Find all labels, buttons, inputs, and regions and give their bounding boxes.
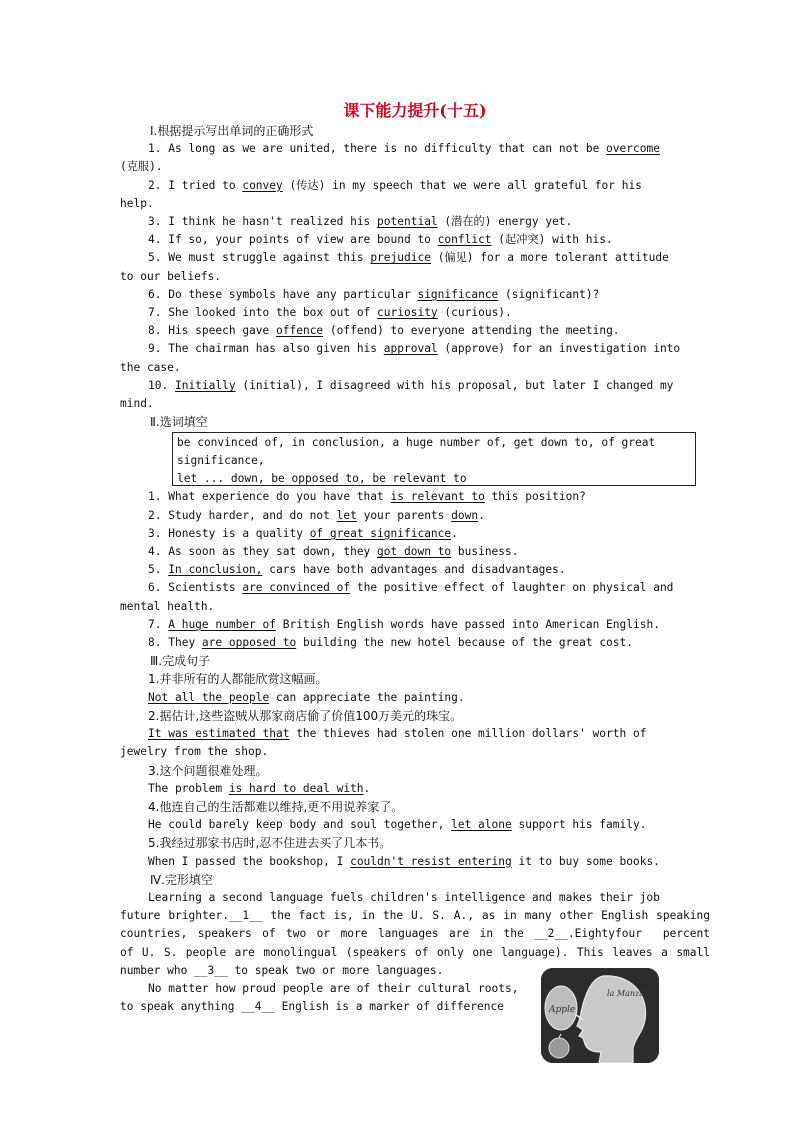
chinese-prompt: 4.他连自己的生活都难以维持,更不用说养家了。 <box>148 799 404 814</box>
exercise-item <box>120 507 710 525</box>
item-text: Honesty is a quality <box>168 526 310 540</box>
answer-text: In conclusion, <box>168 563 263 577</box>
item-text: it to buy some books. <box>511 854 660 868</box>
item-number: 4. <box>148 545 162 559</box>
item-continuation: the case. <box>120 360 181 374</box>
item-number: 5. <box>148 563 162 577</box>
exercise-item <box>120 249 710 267</box>
item-continuation: (克服). <box>120 160 163 174</box>
item-number: 7. <box>148 617 162 631</box>
answer-text: is hard to deal with <box>228 781 364 795</box>
item-text: (传达) in my speech that we were all grateful for his <box>289 178 642 192</box>
chinese-prompt: 1.并非所有的人都能欣赏这幅画。 <box>148 672 328 687</box>
answer-text: overcome <box>606 142 660 156</box>
cloze-line: to speak anything __4__ English is a marker of difference <box>120 1000 504 1014</box>
item-number: 9. <box>148 342 162 356</box>
section-1-heading: Ⅰ.根据提示写出单词的正确形式 <box>150 124 314 138</box>
item-text: the thieves had stolen one million dollars' worth of <box>289 727 647 741</box>
exercise-item <box>120 340 710 358</box>
item-text: Do these symbols have any particular <box>168 287 418 301</box>
answer-text: curiosity <box>377 306 438 320</box>
item-number: 6. <box>148 581 162 595</box>
answer-text: A huge number of <box>168 617 277 631</box>
translation-answer <box>120 853 710 871</box>
exercise-item <box>120 286 710 304</box>
item-text: (起冲突) with his. <box>498 233 613 247</box>
apple-label: Apple <box>549 1005 576 1015</box>
exercise-item <box>120 634 710 652</box>
answer-text: let alone <box>451 818 512 832</box>
item-text: the positive effect of laughter on physical and <box>350 581 674 595</box>
item-number: 2. <box>148 178 162 192</box>
translation-answer <box>120 780 710 798</box>
item-text: I tried to <box>168 178 243 192</box>
item-continuation: jewelry from the shop. <box>120 745 269 759</box>
answer-text: of great significance <box>309 526 452 540</box>
item-text: (curious). <box>444 306 512 320</box>
item-continuation: mental health. <box>120 599 215 613</box>
item-number: 1. <box>148 142 162 156</box>
translation-answer <box>120 725 710 743</box>
cloze-line: No matter how proud people are of their cultural roots, <box>148 981 519 995</box>
answer-text: let <box>336 508 357 522</box>
item-text: building the new hotel because of the great cost. <box>296 636 633 650</box>
answer-text: couldn't resist entering <box>350 854 512 868</box>
item-text: His speech gave <box>168 324 277 338</box>
item-text: She looked into the box out of <box>168 306 378 320</box>
word-bank-line: let ... down, be opposed to, be relevant to <box>177 472 467 486</box>
answer-text: significance <box>417 287 499 301</box>
item-text: They <box>168 636 202 650</box>
head-silhouette-icon <box>541 968 659 1063</box>
item-text: (潜在的) energy yet. <box>444 215 573 229</box>
item-number: 3. <box>148 215 162 229</box>
language-head-illustration <box>541 968 659 1063</box>
answer-text: is relevant to <box>390 490 485 504</box>
answer-text: down <box>451 508 479 522</box>
exercise-item <box>120 543 710 561</box>
answer-text: potential <box>377 215 438 229</box>
item-text: this position? <box>484 490 586 504</box>
item-text: (offend) to everyone attending the meeting. <box>329 324 620 338</box>
section-2-heading: Ⅱ.选词填空 <box>150 415 208 430</box>
cloze-line: future brighter.__1__ the fact is, in the U. S. A., as in many other English speaking <box>120 909 710 923</box>
item-text: As soon as they sat down, they <box>168 545 378 559</box>
section-1-items <box>120 140 710 413</box>
item-text: . <box>478 508 485 522</box>
section-2-items <box>120 488 710 652</box>
cloze-line: countries, speakers of two or more languages are in the __2__.Eightyfour percent <box>120 927 710 941</box>
item-text: I think he hasn't realized his <box>168 215 378 229</box>
answer-text: offence <box>276 324 324 338</box>
item-number: 10. <box>148 378 169 392</box>
exercise-item <box>120 213 710 231</box>
word-bank-line: be convinced of, in conclusion, a huge number of, get down to, of great <box>177 436 656 450</box>
answer-text: approval <box>383 342 438 356</box>
cloze-line: Learning a second language fuels children's intelligence and makes their job <box>148 890 660 904</box>
word-bank-box <box>172 432 696 486</box>
item-text: If so, your points of view are bound to <box>168 233 438 247</box>
item-text: The problem <box>148 781 229 795</box>
item-number: 8. <box>148 636 162 650</box>
item-text: your parents <box>356 508 452 522</box>
exercise-item <box>120 377 710 395</box>
translation-answer <box>120 816 710 834</box>
item-text: (initial), I disagreed with his proposal, but later I changed my <box>242 378 674 392</box>
exercise-item <box>120 579 710 597</box>
chinese-prompt: 5.我经过那家书店时,忍不住进去买了几本书。 <box>148 836 392 851</box>
manzana-label: la Manzana <box>607 989 654 998</box>
answer-text: It was estimated that <box>148 727 290 741</box>
item-text: (significant)? <box>505 287 600 301</box>
exercise-item <box>120 322 710 340</box>
section-3-items <box>120 670 710 870</box>
exercise-item <box>120 177 710 195</box>
item-number: 6. <box>148 287 162 301</box>
exercise-item <box>120 231 710 249</box>
answer-text: prejudice <box>370 251 431 265</box>
item-text: cars have both advantages and disadvantages. <box>262 563 566 577</box>
item-text: . <box>451 526 458 540</box>
item-text: Scientists <box>168 581 243 595</box>
section-4-heading: Ⅳ.完形填空 <box>150 872 213 887</box>
answer-text: are convinced of <box>242 581 351 595</box>
exercise-item <box>120 616 710 634</box>
word-bank-line: significance, <box>177 454 265 468</box>
item-number: 4. <box>148 233 162 247</box>
exercise-item <box>120 488 710 506</box>
answer-text: are opposed to <box>201 636 297 650</box>
item-text: When I passed the bookshop, I <box>148 854 351 868</box>
exercise-item <box>120 140 710 158</box>
section-3-heading: Ⅲ.完成句子 <box>150 654 211 669</box>
item-text: (approve) for an investigation into <box>444 342 681 356</box>
translation-answer <box>120 689 710 707</box>
exercise-item <box>120 525 710 543</box>
item-text: (偏见) for a more tolerant attitude <box>437 251 669 265</box>
item-text: He could barely keep body and soul together, <box>148 818 452 832</box>
item-text: The chairman has also given his <box>168 342 384 356</box>
answer-text: got down to <box>377 545 452 559</box>
cloze-line: number who __3__ to speak two or more languages. <box>120 963 444 977</box>
worksheet-page <box>120 100 710 1016</box>
exercise-item <box>120 561 710 579</box>
item-text: As long as we are united, there is no difficulty that can not be <box>168 142 607 156</box>
item-number: 2. <box>148 508 162 522</box>
item-number: 8. <box>148 324 162 338</box>
item-text: . <box>363 781 371 795</box>
item-number: 3. <box>148 526 162 540</box>
cloze-line: of U. S. people are monolingual (speakers of only one language). This leaves a small <box>120 945 710 959</box>
item-number: 5. <box>148 251 162 265</box>
chinese-prompt: 3.这个问题很难处理。 <box>148 763 268 778</box>
item-continuation: mind. <box>120 397 154 411</box>
item-text: Study harder, and do not <box>168 508 337 522</box>
item-text: can appreciate the painting. <box>269 690 465 704</box>
answer-text: Initially <box>174 378 236 392</box>
item-text: business. <box>451 545 519 559</box>
page-title: 课下能力提升(十五) <box>343 101 487 120</box>
item-text: What experience do you have that <box>168 490 391 504</box>
item-continuation: to our beliefs. <box>120 269 222 283</box>
item-number: 7. <box>148 306 162 320</box>
item-text: We must struggle against this <box>168 251 371 265</box>
item-number: 1. <box>148 490 162 504</box>
answer-text: convey <box>242 178 283 192</box>
chinese-prompt: 2.据估计,这些盗贼从那家商店偷了价值100万美元的珠宝。 <box>148 708 463 723</box>
answer-text: Not all the people <box>148 690 270 704</box>
item-continuation: help. <box>120 196 154 210</box>
item-text: support his family. <box>511 818 647 832</box>
answer-text: conflict <box>437 233 492 247</box>
exercise-item <box>120 304 710 322</box>
item-text: British English words have passed into American English. <box>276 617 660 631</box>
